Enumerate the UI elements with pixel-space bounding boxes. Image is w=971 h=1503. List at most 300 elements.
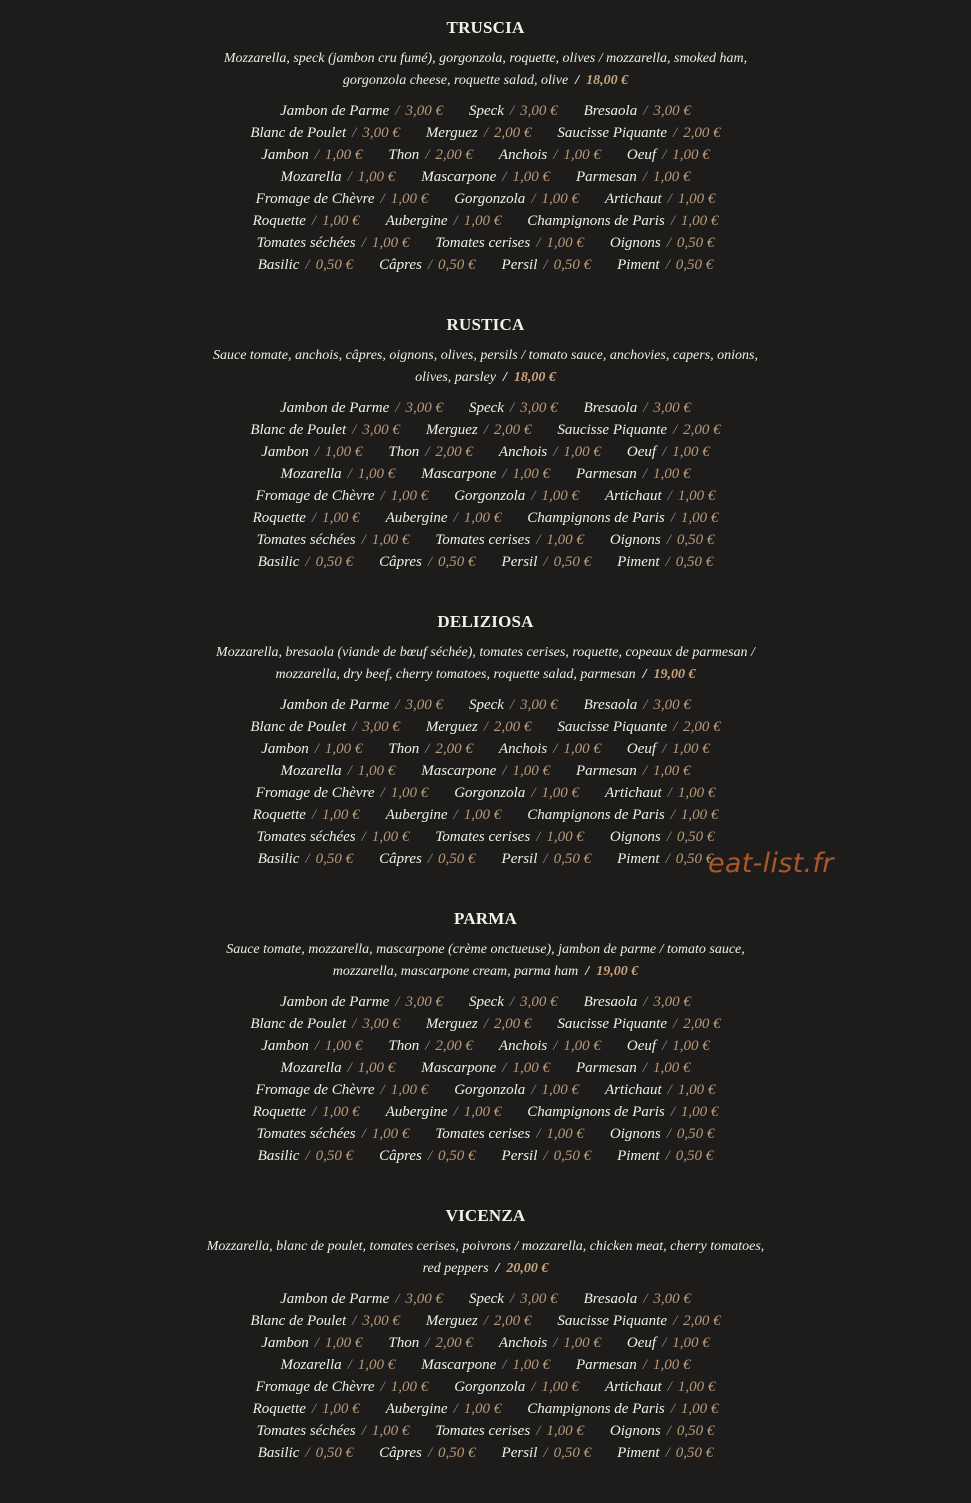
- extra-item: [426, 419, 532, 441]
- extra-price: 1,00 €: [541, 488, 579, 504]
- extra-name: Merguez: [425, 719, 478, 735]
- extra-price: 1,00 €: [541, 1082, 579, 1098]
- extra-item: [469, 694, 558, 716]
- extra-name: Oignons: [609, 829, 661, 845]
- extra-separator: /: [673, 422, 678, 438]
- extra-item: [584, 991, 691, 1013]
- extra-separator: /: [543, 257, 548, 273]
- extra-separator: /: [543, 1148, 548, 1164]
- extra-separator: /: [314, 741, 319, 757]
- extra-item: [576, 760, 691, 782]
- extras-row: [0, 529, 971, 551]
- extra-separator: /: [395, 697, 400, 713]
- extra-name: Blanc de Poulet: [250, 1313, 347, 1329]
- extra-separator: /: [662, 1038, 667, 1054]
- extra-item: [280, 991, 443, 1013]
- extra-name: Persil: [501, 257, 538, 273]
- extra-item: [250, 419, 399, 441]
- extra-price: 0,50 €: [676, 1126, 715, 1142]
- extras-row: [0, 1013, 971, 1035]
- pizza-description: [0, 1236, 971, 1280]
- extra-separator: /: [380, 488, 385, 504]
- extra-name: Mascarpone: [421, 169, 497, 185]
- extra-name: Mozarella: [280, 169, 342, 185]
- extra-name: Oeuf: [626, 741, 657, 757]
- extra-price: 0,50 €: [553, 1148, 592, 1164]
- menu-section-vicenza: [0, 1206, 971, 1503]
- extra-price: 2,00 €: [493, 1313, 532, 1329]
- extra-item: [605, 1079, 715, 1101]
- extra-item: [426, 716, 532, 738]
- extra-name: Saucisse Piquante: [557, 719, 667, 735]
- extra-name: Merguez: [425, 125, 478, 141]
- extra-item: [257, 826, 410, 848]
- extra-item: [281, 760, 396, 782]
- extra-separator: /: [642, 763, 647, 779]
- extra-price: 1,00 €: [546, 1423, 584, 1439]
- extra-separator: /: [531, 488, 536, 504]
- extra-separator: /: [314, 1335, 319, 1351]
- extra-name: Câpres: [379, 1148, 422, 1164]
- extra-name: Champignons de Paris: [527, 213, 665, 229]
- extra-item: [617, 848, 713, 870]
- extra-name: Basilic: [257, 257, 300, 273]
- extra-name: Bresaola: [583, 103, 638, 119]
- extra-name: Mozarella: [280, 1060, 342, 1076]
- extra-price: 3,00 €: [405, 1291, 443, 1307]
- extras-row: [0, 1288, 971, 1310]
- extra-separator: /: [667, 785, 672, 801]
- extra-separator: /: [553, 741, 558, 757]
- extras-row: [0, 1398, 971, 1420]
- extra-price: 0,50 €: [438, 851, 476, 867]
- extra-separator: /: [509, 994, 515, 1010]
- extra-name: Fromage de Chèvre: [255, 1082, 375, 1098]
- extra-name: Gorgonzola: [454, 488, 526, 504]
- extra-item: [426, 1013, 532, 1035]
- description-line: mozzarella, mascarpone cream, parma ham: [332, 964, 579, 979]
- extra-name: Roquette: [252, 213, 306, 229]
- extra-item: [527, 1101, 718, 1123]
- extra-item: [502, 254, 592, 276]
- extra-price: 1,00 €: [563, 741, 601, 757]
- extra-item: [605, 782, 715, 804]
- extra-price: 1,00 €: [324, 444, 363, 460]
- pizza-title: TRUSCIA: [446, 18, 525, 37]
- extra-name: Persil: [501, 554, 538, 570]
- extra-separator: /: [543, 554, 548, 570]
- extra-name: Mascarpone: [421, 1060, 497, 1076]
- extra-name: Oeuf: [626, 444, 657, 460]
- extra-separator: /: [536, 829, 541, 845]
- extras-list: [0, 100, 971, 276]
- extra-price: 1,00 €: [512, 466, 550, 482]
- extra-separator: /: [553, 147, 558, 163]
- extra-separator: /: [483, 125, 488, 141]
- extra-separator: /: [453, 1104, 458, 1120]
- extra-price: 1,00 €: [677, 785, 716, 801]
- extra-item: [257, 1123, 410, 1145]
- extra-separator: /: [665, 554, 670, 570]
- extra-item: [627, 441, 710, 463]
- extra-item: [388, 1332, 473, 1354]
- extra-item: [605, 1376, 715, 1398]
- extra-name: Merguez: [425, 1016, 478, 1032]
- extra-separator: /: [642, 1357, 647, 1373]
- extra-price: 1,00 €: [652, 466, 691, 482]
- extra-separator: /: [665, 851, 670, 867]
- extras-row: [0, 122, 971, 144]
- extra-name: Jambon: [261, 741, 309, 757]
- extra-item: [261, 441, 362, 463]
- extra-item: [499, 441, 601, 463]
- description-line: Mozzarella, speck (jambon cru fumé), gorgonzola, roquette, olives / mozzarella, smoked ham,: [223, 51, 748, 66]
- extra-item: [379, 1442, 475, 1464]
- extra-separator: /: [347, 1060, 352, 1076]
- extra-name: Basilic: [257, 1148, 300, 1164]
- extra-item: [280, 1288, 443, 1310]
- extra-separator: /: [483, 719, 488, 735]
- extra-price: 1,00 €: [390, 785, 429, 801]
- extra-price: 1,00 €: [371, 532, 410, 548]
- extra-name: Tomates séchées: [256, 235, 356, 251]
- extra-name: Artichaut: [604, 785, 662, 801]
- extra-separator: /: [352, 125, 357, 141]
- extra-name: Fromage de Chèvre: [255, 191, 375, 207]
- extra-price: 1,00 €: [357, 1357, 396, 1373]
- extra-name: Blanc de Poulet: [250, 719, 347, 735]
- extras-row: [0, 826, 971, 848]
- extra-separator: /: [502, 169, 507, 185]
- pizza-title: PARMA: [454, 909, 517, 928]
- extra-item: [379, 254, 475, 276]
- extra-price: 0,50 €: [676, 235, 715, 251]
- extra-item: [421, 1057, 550, 1079]
- pizza-title: RUSTICA: [446, 315, 525, 334]
- extra-separator: /: [311, 1401, 317, 1417]
- extra-separator: /: [380, 1379, 385, 1395]
- extras-row: [0, 419, 971, 441]
- extra-price: 2,00 €: [683, 1016, 721, 1032]
- extra-price: 1,00 €: [672, 1335, 710, 1351]
- extra-price: 1,00 €: [563, 147, 601, 163]
- extra-item: [281, 1057, 396, 1079]
- extra-name: Mozarella: [280, 466, 342, 482]
- extra-separator: /: [666, 1126, 671, 1142]
- extra-item: [584, 694, 691, 716]
- extra-item: [454, 188, 579, 210]
- extra-item: [435, 232, 584, 254]
- extra-name: Oeuf: [626, 1038, 657, 1054]
- extra-price: 1,00 €: [357, 169, 396, 185]
- extra-price: 1,00 €: [652, 1357, 691, 1373]
- extra-item: [261, 144, 362, 166]
- extra-price: 0,50 €: [438, 1148, 476, 1164]
- extra-separator: /: [543, 1445, 548, 1461]
- watermark: eat-list.fr: [708, 848, 834, 879]
- extra-name: Champignons de Paris: [527, 1401, 665, 1417]
- extra-separator: /: [361, 235, 366, 251]
- extra-name: Jambon: [261, 1335, 309, 1351]
- extra-price: 2,00 €: [435, 1335, 473, 1351]
- extra-item: [421, 463, 550, 485]
- extra-item: [386, 1398, 502, 1420]
- extra-price: 0,50 €: [675, 1148, 714, 1164]
- extra-name: Anchois: [498, 741, 548, 757]
- price-separator: /: [495, 1261, 500, 1276]
- extra-separator: /: [380, 191, 385, 207]
- extra-item: [499, 1332, 601, 1354]
- extra-price: 1,00 €: [546, 235, 584, 251]
- extra-price: 1,00 €: [677, 1379, 716, 1395]
- extra-name: Fromage de Chèvre: [255, 1379, 375, 1395]
- extras-row: [0, 463, 971, 485]
- pizza-description: [0, 345, 971, 389]
- extra-price: 1,00 €: [680, 1104, 719, 1120]
- description-line: gorgonzola cheese, roquette salad, olive: [342, 73, 569, 88]
- extra-item: [454, 1079, 579, 1101]
- extra-name: Artichaut: [604, 191, 662, 207]
- extra-price: 0,50 €: [315, 257, 354, 273]
- extras-row: [0, 1145, 971, 1167]
- extra-separator: /: [361, 1126, 366, 1142]
- extra-item: [584, 1288, 691, 1310]
- extra-item: [610, 826, 715, 848]
- extra-price: 1,00 €: [463, 807, 502, 823]
- extra-price: 1,00 €: [652, 763, 691, 779]
- extra-name: Roquette: [252, 510, 306, 526]
- extra-separator: /: [305, 257, 310, 273]
- extra-price: 3,00 €: [362, 422, 400, 438]
- extra-item: [250, 1310, 399, 1332]
- extra-name: Câpres: [379, 1445, 422, 1461]
- extra-name: Parmesan: [575, 466, 637, 482]
- extra-name: Bresaola: [583, 400, 638, 416]
- extra-separator: /: [666, 532, 671, 548]
- extra-item: [469, 397, 558, 419]
- extra-item: [258, 1442, 353, 1464]
- extra-price: 1,00 €: [512, 1060, 550, 1076]
- pizza-title: DELIZIOSA: [437, 612, 534, 631]
- extra-price: 0,50 €: [315, 554, 354, 570]
- extra-price: 1,00 €: [680, 213, 719, 229]
- extra-separator: /: [543, 851, 548, 867]
- extra-price: 0,50 €: [553, 851, 592, 867]
- extras-row: [0, 144, 971, 166]
- extra-separator: /: [670, 807, 675, 823]
- extra-separator: /: [425, 1038, 430, 1054]
- extra-separator: /: [352, 719, 357, 735]
- extra-separator: /: [642, 169, 647, 185]
- extra-item: [281, 1354, 396, 1376]
- extra-item: [557, 716, 720, 738]
- description-line: Mozzarella, bresaola (viande de bœuf séchée), tomates cerises, roquette, copeaux de parmesan /: [216, 645, 755, 660]
- extras-row: [0, 738, 971, 760]
- extra-item: [435, 1123, 584, 1145]
- extra-item: [388, 441, 473, 463]
- extras-row: [0, 232, 971, 254]
- extra-price: 1,00 €: [371, 235, 410, 251]
- extra-item: [256, 1376, 429, 1398]
- extra-item: [584, 100, 691, 122]
- extra-price: 3,00 €: [520, 400, 558, 416]
- extra-separator: /: [395, 994, 400, 1010]
- extra-name: Piment: [617, 1148, 660, 1164]
- extra-separator: /: [553, 444, 558, 460]
- extra-item: [261, 1035, 362, 1057]
- description-line: mozzarella, dry beef, cherry tomatoes, roquette salad, parmesan: [275, 667, 636, 682]
- extra-item: [499, 144, 601, 166]
- extra-item: [627, 738, 710, 760]
- extra-name: Blanc de Poulet: [250, 1016, 347, 1032]
- pizza-title: VICENZA: [445, 1206, 526, 1225]
- extra-price: 1,00 €: [563, 1335, 601, 1351]
- extra-item: [257, 1420, 410, 1442]
- extra-price: 1,00 €: [322, 1104, 360, 1120]
- extra-item: [379, 848, 475, 870]
- extra-separator: /: [642, 466, 647, 482]
- extra-item: [253, 804, 360, 826]
- extra-price: 1,00 €: [390, 1379, 429, 1395]
- extra-separator: /: [667, 488, 672, 504]
- extra-price: 1,00 €: [357, 1060, 396, 1076]
- extra-name: Champignons de Paris: [527, 510, 665, 526]
- extra-name: Anchois: [498, 444, 548, 460]
- extra-price: 1,00 €: [322, 1401, 360, 1417]
- extra-price: 1,00 €: [672, 1038, 710, 1054]
- pizza-description: [0, 939, 971, 983]
- extra-name: Speck: [468, 400, 504, 416]
- extra-price: 3,00 €: [653, 103, 691, 119]
- extras-row: [0, 716, 971, 738]
- extra-name: Tomates séchées: [256, 1423, 356, 1439]
- extra-name: Gorgonzola: [454, 1082, 526, 1098]
- extra-price: 3,00 €: [405, 697, 443, 713]
- extra-name: Blanc de Poulet: [250, 422, 347, 438]
- extras-row: [0, 100, 971, 122]
- extra-name: Bresaola: [583, 697, 638, 713]
- extra-name: Saucisse Piquante: [557, 422, 667, 438]
- extra-name: Aubergine: [385, 510, 448, 526]
- extra-price: 1,00 €: [563, 1038, 601, 1054]
- extras-row: [0, 188, 971, 210]
- extra-name: Oignons: [609, 1126, 661, 1142]
- extra-name: Gorgonzola: [454, 785, 526, 801]
- pizza-description: [0, 48, 971, 92]
- extra-price: 0,50 €: [676, 532, 715, 548]
- extra-price: 2,00 €: [683, 719, 721, 735]
- extra-item: [576, 463, 691, 485]
- extra-separator: /: [531, 1082, 536, 1098]
- extra-item: [469, 991, 558, 1013]
- extra-price: 3,00 €: [405, 994, 443, 1010]
- pizza-price: 18,00 €: [586, 73, 629, 88]
- extra-name: Roquette: [252, 1401, 306, 1417]
- extra-item: [379, 1145, 475, 1167]
- extra-separator: /: [314, 444, 319, 460]
- extra-separator: /: [666, 235, 671, 251]
- extra-name: Anchois: [498, 1335, 548, 1351]
- extra-name: Champignons de Paris: [527, 1104, 665, 1120]
- extra-separator: /: [662, 1335, 667, 1351]
- extra-item: [258, 254, 353, 276]
- extra-item: [610, 232, 715, 254]
- extras-row: [0, 1442, 971, 1464]
- extra-separator: /: [662, 147, 667, 163]
- extra-separator: /: [352, 1313, 357, 1329]
- extra-price: 0,50 €: [315, 851, 354, 867]
- extra-separator: /: [536, 235, 541, 251]
- extra-name: Piment: [617, 257, 660, 273]
- extra-item: [280, 100, 443, 122]
- description-line: Mozzarella, blanc de poulet, tomates cerises, poivrons / mozzarella, chicken meat, cherry tomatoes,: [206, 1239, 765, 1254]
- extra-price: 1,00 €: [322, 213, 360, 229]
- extra-name: Tomates cerises: [435, 235, 531, 251]
- extra-item: [281, 166, 396, 188]
- extra-separator: /: [305, 554, 310, 570]
- extra-price: 2,00 €: [683, 1313, 721, 1329]
- extra-separator: /: [536, 532, 541, 548]
- extra-separator: /: [553, 1038, 558, 1054]
- extra-item: [280, 397, 443, 419]
- extras-row: [0, 760, 971, 782]
- extra-price: 1,00 €: [672, 147, 710, 163]
- pizza-price: 18,00 €: [513, 370, 556, 385]
- extra-price: 1,00 €: [322, 510, 360, 526]
- extra-price: 1,00 €: [541, 1379, 579, 1395]
- extra-price: 1,00 €: [324, 1038, 363, 1054]
- extra-price: 1,00 €: [390, 191, 429, 207]
- extra-price: 0,50 €: [553, 554, 592, 570]
- extra-name: Jambon de Parme: [280, 697, 390, 713]
- extra-separator: /: [395, 103, 400, 119]
- extra-separator: /: [361, 532, 366, 548]
- extra-separator: /: [347, 1357, 352, 1373]
- extra-separator: /: [483, 422, 488, 438]
- extra-separator: /: [425, 1335, 430, 1351]
- pizza-price: 20,00 €: [506, 1261, 549, 1276]
- extra-name: Mozarella: [280, 1357, 342, 1373]
- extras-list: [0, 1288, 971, 1464]
- extra-name: Bresaola: [583, 1291, 638, 1307]
- extra-price: 0,50 €: [675, 851, 714, 867]
- extra-item: [610, 1123, 715, 1145]
- extra-price: 1,00 €: [463, 1401, 502, 1417]
- extra-item: [256, 782, 429, 804]
- extra-separator: /: [427, 1148, 433, 1164]
- extras-row: [0, 1123, 971, 1145]
- extra-item: [527, 1398, 718, 1420]
- extra-item: [379, 551, 475, 573]
- extra-item: [435, 826, 584, 848]
- menu-section-parma: [0, 909, 971, 1206]
- extra-name: Persil: [501, 1148, 538, 1164]
- extra-item: [280, 694, 443, 716]
- extra-separator: /: [311, 807, 317, 823]
- extra-separator: /: [667, 191, 672, 207]
- extra-item: [617, 551, 713, 573]
- extras-row: [0, 1376, 971, 1398]
- extra-price: 3,00 €: [405, 400, 443, 416]
- pizza-description: [0, 642, 971, 686]
- extra-name: Gorgonzola: [454, 1379, 526, 1395]
- extra-price: 1,00 €: [512, 169, 550, 185]
- extra-item: [576, 166, 691, 188]
- extra-name: Parmesan: [575, 1357, 637, 1373]
- extra-name: Merguez: [425, 1313, 478, 1329]
- extra-item: [527, 507, 718, 529]
- extra-name: Tomates cerises: [435, 1126, 531, 1142]
